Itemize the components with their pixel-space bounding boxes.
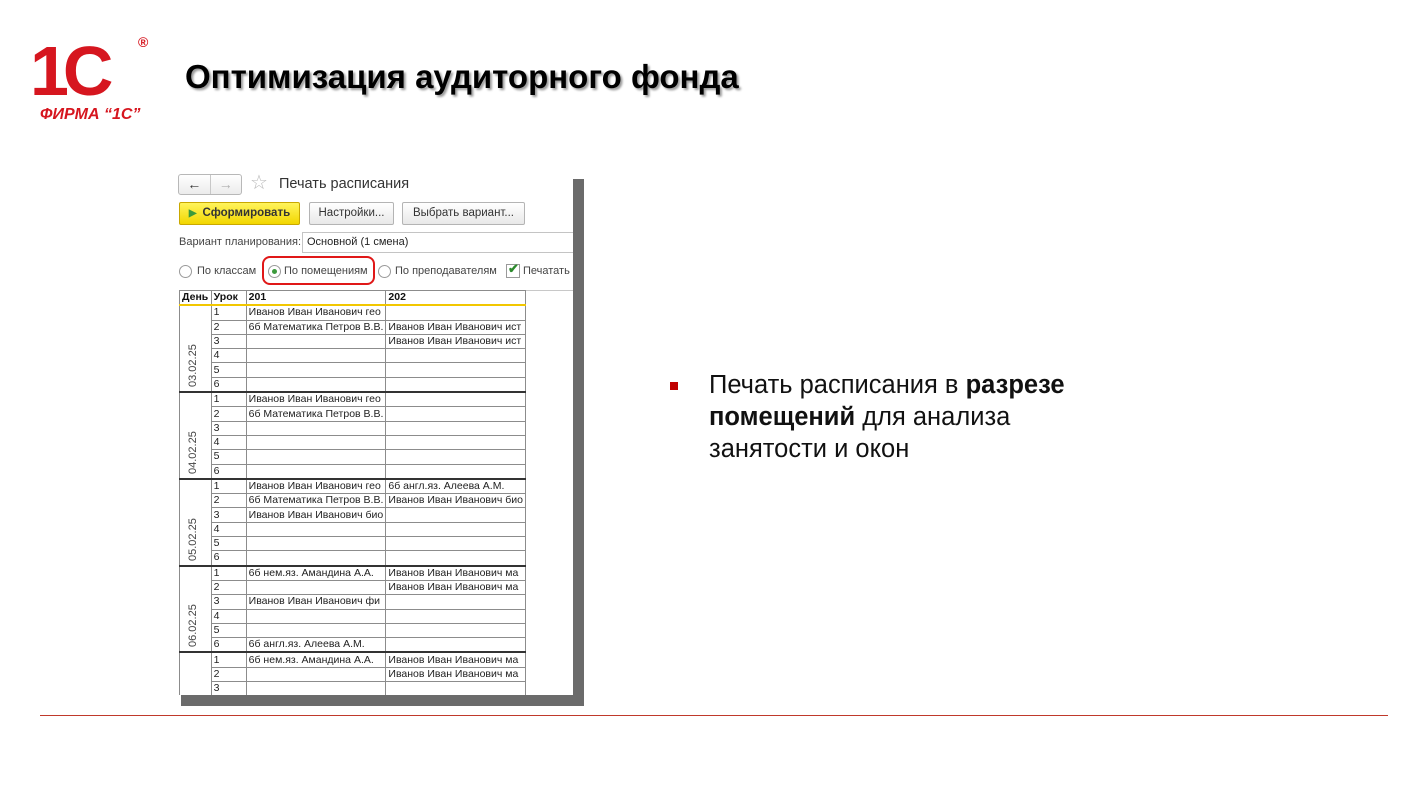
- lesson-number: 3: [211, 421, 246, 435]
- lesson-number: 6: [211, 464, 246, 479]
- bullet-text-part-1: Печать расписания в: [709, 371, 966, 399]
- radio-by-teachers-label[interactable]: По преподавателям: [395, 265, 497, 277]
- header-lesson: Урок: [211, 291, 246, 306]
- table-row: [180, 537, 574, 551]
- lesson-number: 2: [211, 407, 246, 421]
- lesson-number: 1: [211, 566, 246, 581]
- table-row: [180, 363, 574, 377]
- header-empty: [526, 291, 573, 306]
- lesson-number: 1: [211, 479, 246, 494]
- room-202-cell: [386, 638, 526, 653]
- lesson-number: 5: [211, 450, 246, 464]
- room-202-cell: Иванов Иван Иванович био: [386, 494, 526, 508]
- check-icon: ✔: [508, 261, 519, 276]
- forward-arrow-icon[interactable]: →: [210, 175, 242, 194]
- room-201-cell: Иванов Иван Иванович гео: [246, 305, 386, 320]
- radio-by-rooms[interactable]: [268, 265, 281, 278]
- table-row: [180, 334, 574, 348]
- room-201-cell: [246, 450, 386, 464]
- bullet-text: [709, 369, 1129, 465]
- room-201-cell: 6б Математика Петров В.В.: [246, 407, 386, 421]
- lesson-number: 2: [211, 580, 246, 594]
- day-date: 04.02.25: [187, 431, 200, 474]
- room-202-cell: [386, 377, 526, 392]
- lesson-number: 4: [211, 522, 246, 536]
- table-row: [180, 349, 574, 363]
- room-202-cell: [386, 435, 526, 449]
- day-date: 03.02.25: [187, 344, 200, 388]
- back-arrow-icon[interactable]: ←: [187, 176, 202, 192]
- radio-by-rooms-label[interactable]: По помещениям: [284, 265, 368, 277]
- print-schedule-form: [173, 169, 573, 695]
- radio-by-classes[interactable]: [179, 265, 192, 278]
- room-202-cell: [386, 305, 526, 320]
- lesson-number: 5: [211, 537, 246, 551]
- table-row: [180, 580, 574, 594]
- room-201-cell: 6б нем.яз. Амандина А.А.: [246, 652, 386, 667]
- day-cell: [180, 566, 212, 653]
- table-row: [180, 609, 574, 623]
- day-cell: [180, 479, 212, 566]
- room-202-cell: [386, 349, 526, 363]
- bottom-divider: [40, 715, 1388, 716]
- table-row: [180, 407, 574, 421]
- logo-glyph: 1С: [30, 32, 108, 110]
- lesson-number: 3: [211, 508, 246, 522]
- room-201-cell: 6б нем.яз. Амандина А.А.: [246, 566, 386, 581]
- bullet-text-part-3: для анализа занятости и окон: [709, 403, 1011, 463]
- room-202-cell: [386, 363, 526, 377]
- print-checkbox[interactable]: [506, 261, 520, 278]
- table-row: [180, 638, 574, 653]
- room-202-cell: [386, 464, 526, 479]
- room-202-cell: [386, 623, 526, 637]
- table-row: [180, 595, 574, 609]
- slide-title: Оптимизация аудиторного фонда: [185, 58, 739, 95]
- room-201-cell: Иванов Иван Иванович гео: [246, 392, 386, 407]
- table-row: [180, 508, 574, 522]
- table-row: [180, 551, 574, 566]
- room-201-cell: [246, 667, 386, 681]
- room-202-cell: Иванов Иван Иванович ист: [386, 320, 526, 334]
- room-201-cell: 6б англ.яз. Алеева А.М.: [246, 638, 386, 653]
- table-row: [180, 377, 574, 392]
- room-201-cell: [246, 537, 386, 551]
- radio-by-classes-label[interactable]: По классам: [197, 265, 257, 277]
- header-day: День: [180, 291, 212, 306]
- registered-mark: ®: [138, 34, 149, 50]
- room-201-cell: [246, 580, 386, 594]
- room-201-cell: [246, 334, 386, 348]
- room-201-cell: [246, 682, 386, 695]
- table-row: [180, 435, 574, 449]
- lesson-number: 4: [211, 609, 246, 623]
- day-date: 06.02.25: [187, 604, 200, 648]
- table-row: [180, 450, 574, 464]
- generate-button-label: Сформировать: [202, 207, 291, 219]
- day-date: 05.02.25: [187, 517, 200, 561]
- table-row: [180, 305, 574, 320]
- room-202-cell: [386, 682, 526, 695]
- room-201-cell: Иванов Иван Иванович гео: [246, 479, 386, 494]
- settings-button[interactable]: Настройки...: [309, 202, 394, 225]
- room-202-cell: Иванов Иван Иванович ма: [386, 566, 526, 581]
- choose-variant-button[interactable]: Выбрать вариант...: [402, 202, 525, 225]
- lesson-number: 1: [211, 392, 246, 407]
- table-row: [180, 682, 574, 695]
- bullet-square-icon: [670, 382, 678, 390]
- room-202-cell: [386, 537, 526, 551]
- lesson-number: 4: [211, 349, 246, 363]
- table-row: [180, 392, 574, 407]
- table-row: [180, 494, 574, 508]
- room-201-cell: [246, 609, 386, 623]
- lesson-number: 1: [211, 652, 246, 667]
- header-room-202: 202: [386, 291, 526, 306]
- table-row: [180, 652, 574, 667]
- room-202-cell: [386, 609, 526, 623]
- report-header-row: [180, 291, 574, 306]
- firm-1c-logo: [30, 32, 165, 128]
- table-row: [180, 479, 574, 494]
- table-row: [180, 667, 574, 681]
- room-201-cell: [246, 551, 386, 566]
- report-mode-radio-group: [179, 261, 573, 280]
- room-202-cell: Иванов Иван Иванович ма: [386, 652, 526, 667]
- room-202-cell: Иванов Иван Иванович ист: [386, 334, 526, 348]
- lesson-number: 5: [211, 363, 246, 377]
- lesson-number: 4: [211, 435, 246, 449]
- form-title: Печать расписания: [279, 176, 410, 192]
- print-checkbox-label[interactable]: Печатать: [523, 265, 570, 277]
- room-202-cell: 6б англ.яз. Алеева А.М.: [386, 479, 526, 494]
- room-202-cell: [386, 522, 526, 536]
- lesson-number: 3: [211, 595, 246, 609]
- planning-variant-field[interactable]: Основной (1 смена): [302, 232, 573, 253]
- room-202-cell: Иванов Иван Иванович ма: [386, 667, 526, 681]
- day-cell: [180, 305, 212, 392]
- lesson-number: 2: [211, 494, 246, 508]
- room-202-cell: [386, 508, 526, 522]
- lesson-number: 6: [211, 551, 246, 566]
- lesson-number: 5: [211, 623, 246, 637]
- lesson-number: 2: [211, 667, 246, 681]
- room-201-cell: [246, 363, 386, 377]
- room-201-cell: [246, 435, 386, 449]
- logo-caption: ФИРМА “1С”: [40, 106, 141, 123]
- table-row: [180, 566, 574, 581]
- header-room-201: 201: [246, 291, 386, 306]
- room-201-cell: Иванов Иван Иванович био: [246, 508, 386, 522]
- room-201-cell: 6б Математика Петров В.В.: [246, 320, 386, 334]
- table-row: [180, 623, 574, 637]
- room-202-cell: [386, 407, 526, 421]
- room-201-cell: [246, 377, 386, 392]
- schedule-report: [179, 290, 573, 695]
- room-202-cell: [386, 421, 526, 435]
- lesson-number: 6: [211, 377, 246, 392]
- radio-by-teachers[interactable]: [378, 265, 391, 278]
- favorite-star-icon[interactable]: ☆: [250, 172, 268, 194]
- table-row: [180, 522, 574, 536]
- planning-variant-label: Вариант планирования:: [179, 236, 302, 248]
- lesson-number: 3: [211, 334, 246, 348]
- room-202-cell: [386, 392, 526, 407]
- room-201-cell: Иванов Иван Иванович фи: [246, 595, 386, 609]
- play-icon: ▶: [188, 208, 197, 219]
- room-201-cell: [246, 522, 386, 536]
- day-cell: [180, 652, 212, 695]
- lesson-number: 3: [211, 682, 246, 695]
- nav-buttons: [178, 174, 242, 195]
- room-201-cell: 6б Математика Петров В.В.: [246, 494, 386, 508]
- room-202-cell: Иванов Иван Иванович ма: [386, 580, 526, 594]
- lesson-number: 6: [211, 638, 246, 653]
- room-202-cell: [386, 595, 526, 609]
- table-row: [180, 464, 574, 479]
- lesson-number: 2: [211, 320, 246, 334]
- lesson-number: 1: [211, 305, 246, 320]
- room-202-cell: [386, 450, 526, 464]
- table-row: [180, 320, 574, 334]
- room-202-cell: [386, 551, 526, 566]
- table-row: [180, 421, 574, 435]
- day-cell: [180, 392, 212, 479]
- room-201-cell: [246, 464, 386, 479]
- bullet-text-bold: разрезе помещений: [709, 371, 1065, 431]
- room-201-cell: [246, 421, 386, 435]
- room-201-cell: [246, 349, 386, 363]
- generate-button[interactable]: [179, 202, 300, 225]
- room-201-cell: [246, 623, 386, 637]
